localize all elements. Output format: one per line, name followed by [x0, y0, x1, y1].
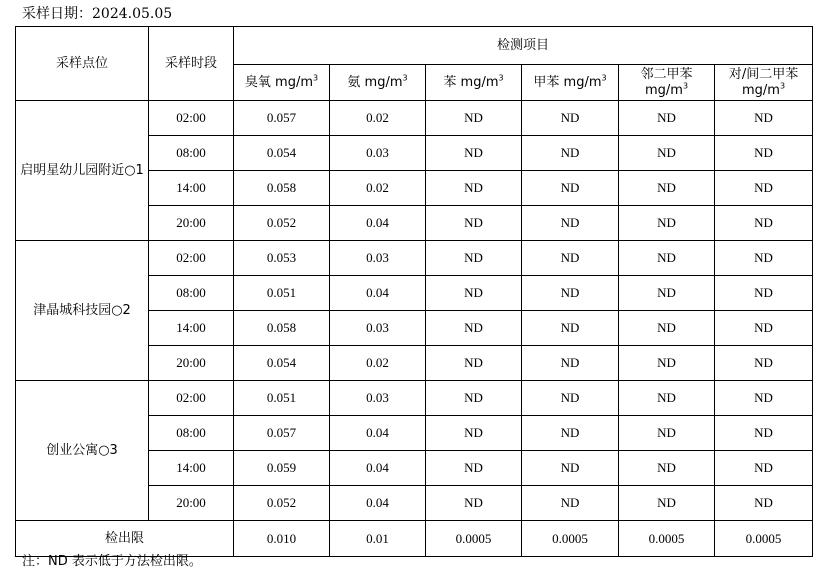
value-cell: ND — [715, 241, 813, 276]
value-cell: ND — [426, 346, 522, 381]
sampling-time-cell: 08:00 — [149, 136, 234, 171]
value-cell: ND — [522, 486, 619, 521]
value-cell: 0.054 — [234, 136, 330, 171]
value-cell: 0.04 — [330, 416, 426, 451]
value-cell: ND — [619, 206, 715, 241]
value-cell: ND — [715, 451, 813, 486]
value-cell: ND — [619, 451, 715, 486]
header-item-unit: mg/m — [460, 74, 499, 90]
value-cell: 0.03 — [330, 136, 426, 171]
detection-limit-value: 0.010 — [234, 521, 330, 557]
table-row — [16, 101, 813, 136]
value-cell: ND — [619, 486, 715, 521]
sampling-time-cell: 08:00 — [149, 276, 234, 311]
value-cell: ND — [522, 241, 619, 276]
value-cell: ND — [426, 416, 522, 451]
header-item-unit-exponent: 3 — [402, 73, 408, 83]
value-cell: ND — [522, 381, 619, 416]
value-cell: 0.04 — [330, 276, 426, 311]
value-cell: 0.058 — [234, 311, 330, 346]
value-cell: 0.04 — [330, 486, 426, 521]
sampling-time-cell: 14:00 — [149, 311, 234, 346]
detection-limit-value: 0.0005 — [619, 521, 715, 557]
value-cell: 0.057 — [234, 416, 330, 451]
value-cell: 0.057 — [234, 101, 330, 136]
sampling-time-cell: 20:00 — [149, 486, 234, 521]
value-cell: ND — [522, 101, 619, 136]
header-item-name: 甲苯 — [533, 74, 560, 90]
value-cell: ND — [426, 311, 522, 346]
site-name-cell: 启明星幼儿园附近○1 — [16, 101, 149, 241]
detection-limit-value: 0.0005 — [426, 521, 522, 557]
value-cell: ND — [522, 206, 619, 241]
header-item-unit-exponent: 3 — [779, 81, 786, 91]
value-cell: ND — [619, 416, 715, 451]
value-cell: 0.03 — [330, 241, 426, 276]
value-cell: 0.054 — [234, 346, 330, 381]
value-cell: ND — [715, 101, 813, 136]
value-cell: ND — [619, 346, 715, 381]
value-cell: ND — [715, 171, 813, 206]
header-item-unit-exponent: 3 — [498, 73, 504, 83]
sampling-time-cell: 02:00 — [149, 381, 234, 416]
header-item-name: 邻二甲苯 — [640, 66, 693, 82]
value-cell: 0.02 — [330, 171, 426, 206]
value-cell: ND — [619, 171, 715, 206]
sampling-time-cell: 02:00 — [149, 101, 234, 136]
value-cell: ND — [619, 381, 715, 416]
header-item-unit-exponent: 3 — [313, 73, 319, 83]
site-name-cell: 津晶城科技园○2 — [16, 241, 149, 381]
header-item-unit: mg/m — [364, 74, 403, 90]
value-cell: 0.053 — [234, 241, 330, 276]
sampling-time-cell: 08:00 — [149, 416, 234, 451]
value-cell: ND — [619, 311, 715, 346]
value-cell: ND — [522, 276, 619, 311]
value-cell: ND — [715, 486, 813, 521]
value-cell: ND — [522, 136, 619, 171]
header-item-name: 臭氧 — [244, 74, 271, 90]
value-cell: ND — [522, 171, 619, 206]
value-cell: 0.058 — [234, 171, 330, 206]
header-item — [330, 65, 426, 101]
value-cell: ND — [715, 381, 813, 416]
sampling-time-cell: 02:00 — [149, 241, 234, 276]
value-cell: ND — [619, 136, 715, 171]
header-item-unit: mg/m — [275, 74, 314, 90]
site-name-cell: 创业公寓○3 — [16, 381, 149, 521]
value-cell: 0.04 — [330, 206, 426, 241]
value-cell: ND — [715, 416, 813, 451]
header-item-unit: mg/m — [741, 82, 780, 98]
sampling-time-cell: 14:00 — [149, 451, 234, 486]
value-cell: ND — [619, 241, 715, 276]
header-item — [715, 65, 813, 101]
header-item-unit-exponent: 3 — [682, 81, 689, 91]
value-cell: ND — [426, 241, 522, 276]
value-cell: ND — [426, 206, 522, 241]
header-test-items: 检测项目 — [234, 27, 813, 65]
header-item-name: 氨 — [347, 74, 361, 90]
value-cell: ND — [522, 311, 619, 346]
value-cell: ND — [619, 101, 715, 136]
value-cell: ND — [715, 206, 813, 241]
value-cell: 0.051 — [234, 381, 330, 416]
sampling-date: 采样日期：2024.05.05 — [22, 6, 173, 22]
detection-limit-value: 0.0005 — [522, 521, 619, 557]
value-cell: ND — [522, 451, 619, 486]
value-cell: ND — [522, 346, 619, 381]
value-cell: 0.051 — [234, 276, 330, 311]
sampling-time-cell: 14:00 — [149, 171, 234, 206]
header-item-name: 苯 — [443, 74, 457, 90]
table-row — [16, 241, 813, 276]
value-cell: ND — [715, 276, 813, 311]
value-cell: 0.03 — [330, 311, 426, 346]
header-item-unit: mg/m — [563, 74, 602, 90]
value-cell: 0.04 — [330, 451, 426, 486]
table-row — [16, 381, 813, 416]
value-cell: 0.059 — [234, 451, 330, 486]
value-cell: 0.052 — [234, 486, 330, 521]
value-cell: 0.02 — [330, 101, 426, 136]
header-item-unit: mg/m — [644, 82, 683, 98]
header-site: 采样点位 — [16, 27, 149, 101]
value-cell: ND — [619, 276, 715, 311]
value-cell: ND — [715, 311, 813, 346]
header-time: 采样时段 — [149, 27, 234, 101]
value-cell: ND — [522, 416, 619, 451]
value-cell: 0.052 — [234, 206, 330, 241]
sampling-time-cell: 20:00 — [149, 346, 234, 381]
value-cell: ND — [426, 171, 522, 206]
detection-limit-label: 检出限 — [16, 521, 234, 557]
detection-limit-row — [16, 521, 813, 557]
header-item — [234, 65, 330, 101]
monitoring-results-table — [15, 26, 813, 557]
value-cell: ND — [426, 101, 522, 136]
header-item-unit-exponent: 3 — [601, 73, 607, 83]
value-cell: ND — [426, 451, 522, 486]
header-item — [426, 65, 522, 101]
value-cell: 0.02 — [330, 346, 426, 381]
value-cell: ND — [715, 136, 813, 171]
detection-limit-value: 0.01 — [330, 521, 426, 557]
footnote: 注：ND 表示低于方法检出限。 — [22, 554, 202, 569]
value-cell: ND — [426, 486, 522, 521]
value-cell: ND — [715, 346, 813, 381]
detection-limit-value: 0.0005 — [715, 521, 813, 557]
header-item-name: 对/间二甲苯 — [728, 66, 799, 82]
value-cell: ND — [426, 381, 522, 416]
value-cell: 0.03 — [330, 381, 426, 416]
value-cell: ND — [426, 136, 522, 171]
header-item — [522, 65, 619, 101]
header-item — [619, 65, 715, 101]
sampling-time-cell: 20:00 — [149, 206, 234, 241]
value-cell: ND — [426, 276, 522, 311]
